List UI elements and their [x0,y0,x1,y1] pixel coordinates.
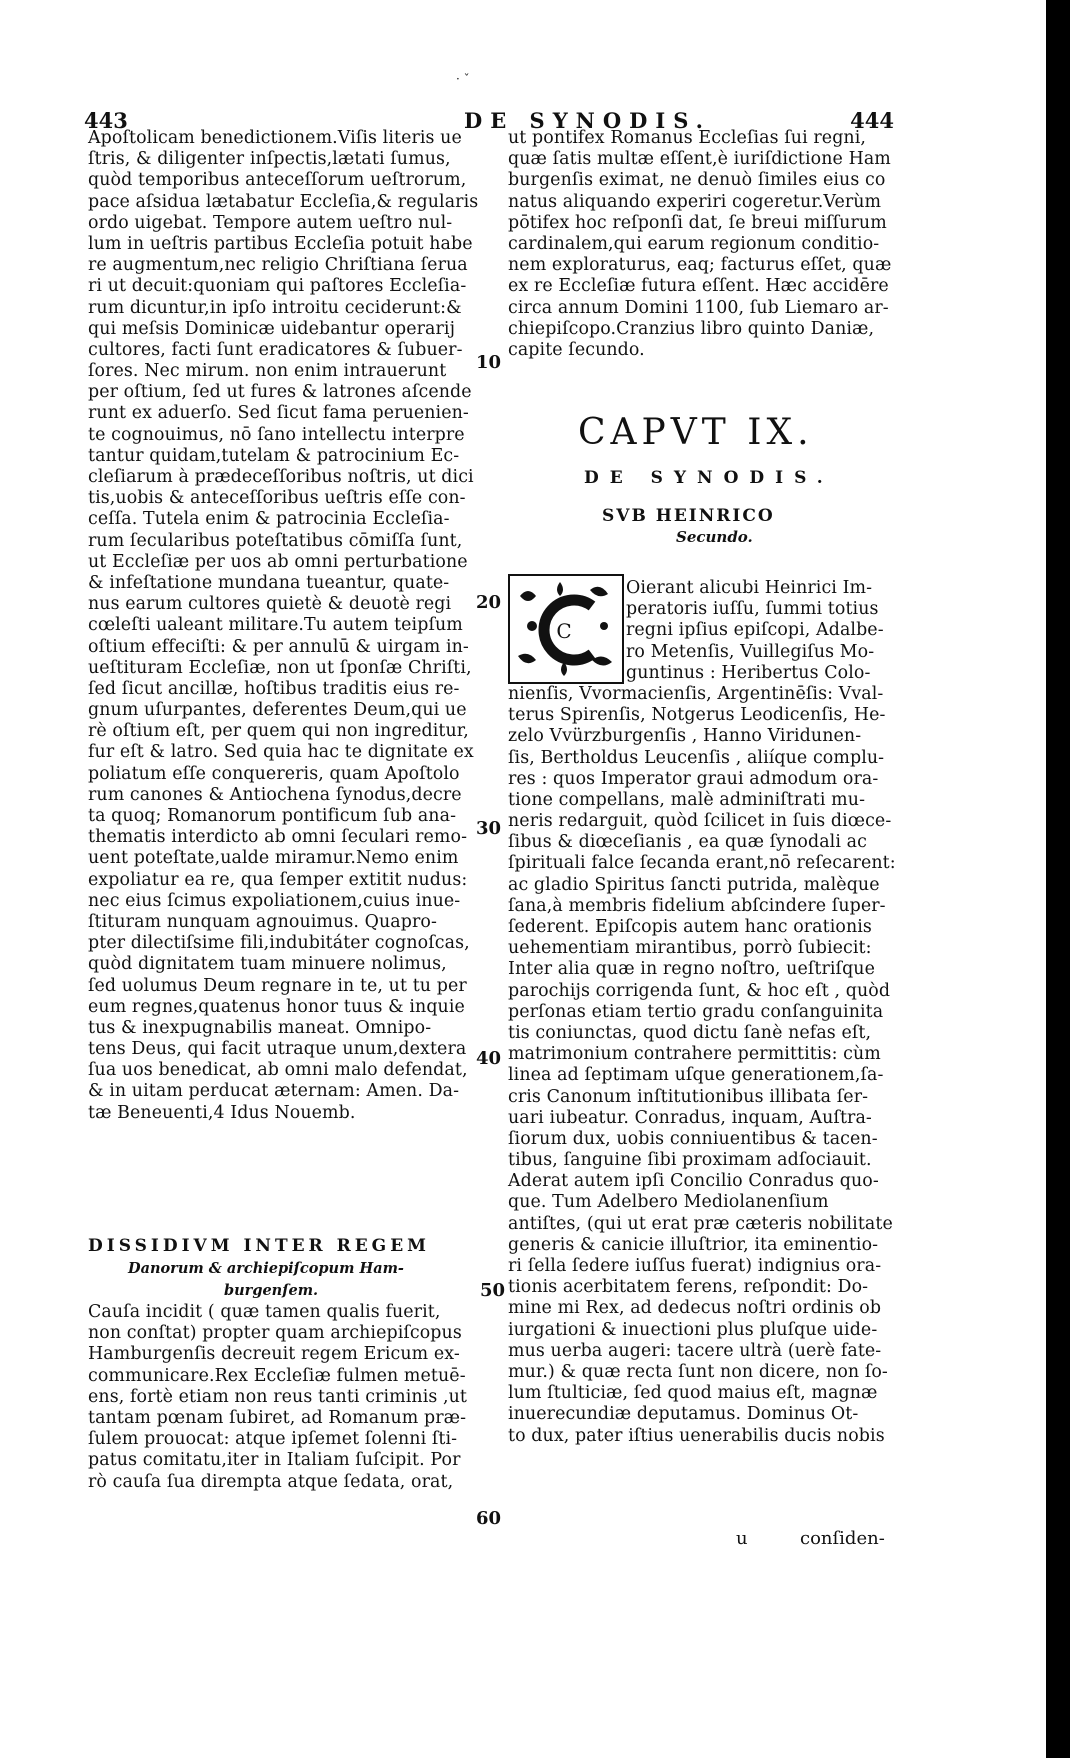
text-line: linea ad ſeptimam uſque generationem,ſa- [508,1065,884,1086]
text-line: ordo uigebat. Tempore autem ueſtro nul- [88,212,453,233]
text-line: iurgationi & inuectioni plus pluſque uide- [508,1319,878,1340]
text-line: re augmentum,nec religio Chriſtiana ſerua [88,255,468,276]
text-line: natus aliquando experiri cogeretur.Verùm [508,191,882,212]
text-line: ſtris, & diligenter inſpectis,lætati ſumus, [88,149,451,170]
text-line: ſores. Nec mirum. non enim intrauerunt [88,361,447,382]
margin-number: 50 [480,1280,506,1301]
text-line: tæ Beneuenti,4 Idus Nouemb. [88,1102,356,1123]
catchword: conſiden- [800,1528,885,1549]
text-line: antiſtes, (qui ut erat præ cæteris nobilitate [508,1213,893,1234]
text-line: patus comitatu,iter in Italiam ſuſcipit. Por [88,1450,461,1471]
chapter-subtitle-2: SVB HEINRICO [602,506,775,526]
text-line: chiepiſcopo.Cranzius libro quinto Daniæ, [508,318,875,339]
text-line: per oſtium, ſed ut fures & latrones aſcende [88,382,472,403]
text-line: non conſtat) propter quam archiepiſcopus [88,1323,462,1344]
running-head: DE SYNODIS. [464,108,711,133]
text-line: ri ut decuit:quoniam qui paſtores Eccleſia- [88,276,467,297]
text-line: uent poteſtate,ualde miramur.Nemo enim [88,848,459,869]
text-line: ut Eccleſiæ per uos ab omni perturbatione [88,551,468,572]
text-line: ro Metenſis, Vuillegiſus Mo- [626,641,875,662]
text-line: ſana,à membris fidelium abſcindere ſuper- [508,895,886,916]
text-line: to dux, pater iſtius uenerabilis ducis nobis [508,1425,885,1446]
page-number-right: 444 [850,108,894,133]
text-line: regni ipſius epiſcopi, Adalbe- [626,620,884,641]
text-line: ens, fortè etiam non reus tanti criminis ,ut [88,1386,468,1407]
text-line: rum ſecularibus poteſtatibus cōmiſſa ſunt, [88,530,463,551]
text-line: te cognouimus, nō ſano intellectu interpre [88,424,465,445]
text-line: rè oſtium eſt, per quem qui non ingreditur, [88,721,469,742]
text-line: parochijs corrigenda ſunt, & hoc eſt , quòd [508,980,891,1001]
section-subheading-2: burgenſem. [224,1282,319,1299]
text-line: Apoſtolicam benedictionem.Viſis literis ue [88,128,462,148]
text-line: ſederent. Epiſcopis autem hanc orationis [508,917,872,937]
text-line: nem exploraturus, eaq; facturus eſſet, quæ [508,255,892,276]
text-line: tis,uobis & anteceſſoribus ueſtris eſſe con- [88,488,466,509]
text-line: & in uitam perducat æternam: Amen. Da- [88,1081,460,1102]
text-line: poliatum eſſe conquereris, quam Apoſtolo [88,763,460,784]
text-line: expoliatur ea re, qua ſemper extitit nudus: [88,869,468,890]
text-line: quæ ſatis multæ eſſent,è iuriſdictione Ham [508,149,891,170]
text-line: Aderat autem ipſi Concilio Conradus quo- [508,1171,879,1192]
text-line: ſibus & diœceſianis , ea quæ ſynodali ac [508,832,867,853]
text-line: nienſis, Vvormacienſis, Argentinēſis: Vval- [508,683,884,704]
text-line: cleſiarum à prædeceſſoribus noſtris, ut dici [88,467,474,487]
text-line: nec eius ſcimus expoliationem,cuius inue- [88,890,461,911]
text-line: cœleſti ualeant militare.Tu autem teipſum [88,615,463,636]
text-line: nus earum cultores quietè & deuotè regi [88,594,452,615]
text-line: peratoris iuſſu, ſummi totius [626,599,879,620]
text-line: tens Deus, qui facit utraque unum,dextera [88,1039,467,1060]
text-line: ex re Eccleſiæ futura eſſent. Hæc accidēre [508,276,889,297]
text-line: tus & inexpugnabilis maneat. Omnipo- [88,1017,432,1038]
text-line: thematis interdicto ab omni ſeculari remo- [88,827,468,848]
text-line: Oierant alicubi Heinrici Im- [626,578,873,598]
text-line: ſed uolumus Deum regnare in te, ut tu per [88,975,467,996]
text-line: res : quos Imperator graui admodum ora- [508,768,879,789]
text-line: guntinus : Heribertus Colo- [626,662,871,683]
text-line: ſed ſicut ancillæ, hoſtibus traditis eius re- [88,678,460,699]
text-line: zelo Vvürzburgenſis , Hanno Viridunen- [508,726,862,747]
text-line: circa annum Domini 1100, ſub Liemaro ar- [508,297,889,318]
text-line: mine mi Rex, ad dedecus noſtri ordinis ob [508,1298,882,1319]
text-line: pōtifex hoc reſponſi dat, ſe breui miſſurum [508,212,887,233]
margin-number: 30 [476,818,502,839]
text-line: tionis acerbitatem ferens, reſpondit: Do- [508,1277,869,1298]
text-line: Hamburgenſis decreuit regem Ericum ex- [88,1344,460,1365]
text-line: rum canones & Antiochena ſynodus,decre [88,784,462,805]
chapter-subtitle: DE SYNODIS. [584,468,834,488]
margin-number: 60 [476,1508,502,1529]
text-line: ſiorum dux, uobis conniuentibus & tacen- [508,1128,878,1149]
text-line: rum dicuntur,in ipſo introitu ceciderunt:& [88,297,462,318]
text-line: mur.) & quæ recta ſunt non dicere, non ſo- [508,1361,888,1382]
text-line: ſulem prouocat: atque ipſemet ſolenni ſti- [88,1429,458,1450]
text-line: tantam pœnam ſubiret, ad Romanum præ- [88,1407,467,1428]
right-column-second-section [508,578,898,1447]
text-line: communicare.Rex Eccleſiæ fulmen metuē- [88,1365,466,1386]
text-line: qui meſsis Dominicæ uidebantur operarij [88,318,456,339]
text-line: capite ſecundo. [508,339,645,360]
text-line: runt ex aduerſo. Sed ſicut fama peruenien- [88,403,469,424]
left-column-second-section [88,1302,470,1493]
scan-speck: · ˇ [456,72,470,86]
text-line: pter dilectiſsime fili,indubitáter cognoſcas, [88,933,470,954]
text-line: lum ſtulticiæ, ſed quod maius eſt, magnæ [508,1383,878,1404]
text-line: oſtium effeciſti: & per annulū & uirgam in- [88,636,469,657]
text-line: tibus, ſanguine ſibi proximam adſociauit. [508,1150,872,1171]
text-line: tione compellans, malè adminiſtrati mu- [508,789,866,810]
text-line: tantur quidam,tutelam & patrocinium Ec- [88,445,460,466]
text-line: tis coniunctas, quod dictu ſanè nefas eſt, [508,1022,872,1043]
text-line: Inter alia quæ in regno noſtro, ueſtriſque [508,959,875,980]
text-line: perſonas etiam tertio gradu conſanguinita [508,1001,884,1022]
text-line: generis & canicie illuſtrior, ita eminentio- [508,1234,879,1255]
text-line: ceſſa. Tutela enim & patrocinia Eccleſia- [88,509,450,530]
initial-letter: C [556,619,572,643]
margin-number: 10 [476,352,502,373]
text-line: ſtituram nunquam agnouimus. Quapro- [88,911,437,932]
text-line: cris Canonum inſtitutionibus illibata ſer- [508,1086,869,1107]
text-line: terus Spirenſis, Notgerus Leodicenſis, He- [508,705,886,726]
text-line: burgenſis eximat, ne denuò ſimiles eius co [508,170,886,191]
text-line: uehementiam mirantibus, porrò ſubiecit: [508,938,872,959]
text-line: gnum uſurpantes, deferentes Deum,qui ue [88,700,467,721]
margin-number: 20 [476,592,502,613]
text-line: matrimonium contrahere permittitis: cùm [508,1044,881,1065]
signature-mark: u [736,1528,748,1549]
text-line: uari iubeatur. Conradus, inquam, Auſtra- [508,1107,872,1128]
chapter-title: CAPVT IX. [578,412,814,453]
text-line: quòd dignitatem tuam minuere nolimus, [88,954,447,975]
text-line: quòd temporibus anteceſſorum ueſtrorum, [88,170,467,191]
text-line: ta quoq; Romanorum pontificum ſub ana- [88,806,457,826]
section-subheading-1: Danorum & archiepiſcopum Ham- [128,1260,404,1277]
text-line: ri ſella ſedere iuſſus fuerat) indignius ora- [508,1256,882,1276]
text-line: ſis, Bertholdus Leucenſis , aliíque complu- [508,747,885,768]
text-line: & infeſtatione mundana tueantur, quate- [88,572,450,593]
text-line: pace aſsidua lætabatur Eccleſia,& regularis [88,191,479,212]
text-line: inuerecundiæ deputamus. Dominus Ot- [508,1404,859,1425]
left-column [88,128,479,1124]
text-line: mus uerba augeri: tacere ultrà (uerè fate- [508,1340,882,1361]
text-line: ſua uos benedicat, ab omni malo defendat, [88,1060,468,1081]
text-line: ut pontifex Romanus Eccleſias ſui regni, [508,128,867,148]
text-line: ac gladio Spiritus ſancti putrida, malèque [508,874,880,895]
text-line: ueſtituram Eccleſiæ, non ut ſponſæ Chriſti, [88,657,472,678]
text-line: neris redarguit, quòd ſcilicet in ſuis diœce- [508,811,892,832]
margin-number: 40 [476,1048,502,1069]
text-line: ſpirituali falce ſecanda erant,nō reſecarent: [508,853,896,874]
scan-border [1046,0,1070,1758]
chapter-subtitle-3: Secundo. [676,528,753,546]
text-line: cardinalem,qui earum regionum conditio- [508,233,880,254]
section-heading: DISSIDIVM INTER REGEM [88,1236,430,1256]
text-line: lum in ueſtris partibus Eccleſia potuit habe [88,233,473,254]
text-line: eum regnes,quatenus honor tuus & inquie [88,996,465,1017]
right-column [508,128,898,361]
text-line: rò cauſa ſua dirempta atque ſedata, orat, [88,1471,454,1492]
text-line: fur eſt & latro. Sed quia hac te dignitate ex [88,742,474,763]
text-line: Cauſa incidit ( quæ tamen qualis fuerit, [88,1302,441,1322]
text-line: que. Tum Adelbero Mediolanenſium [508,1192,829,1213]
text-line: cultores, facti ſunt eradicatores & ſubuer- [88,339,463,360]
page-number-left: 443 [84,108,128,133]
